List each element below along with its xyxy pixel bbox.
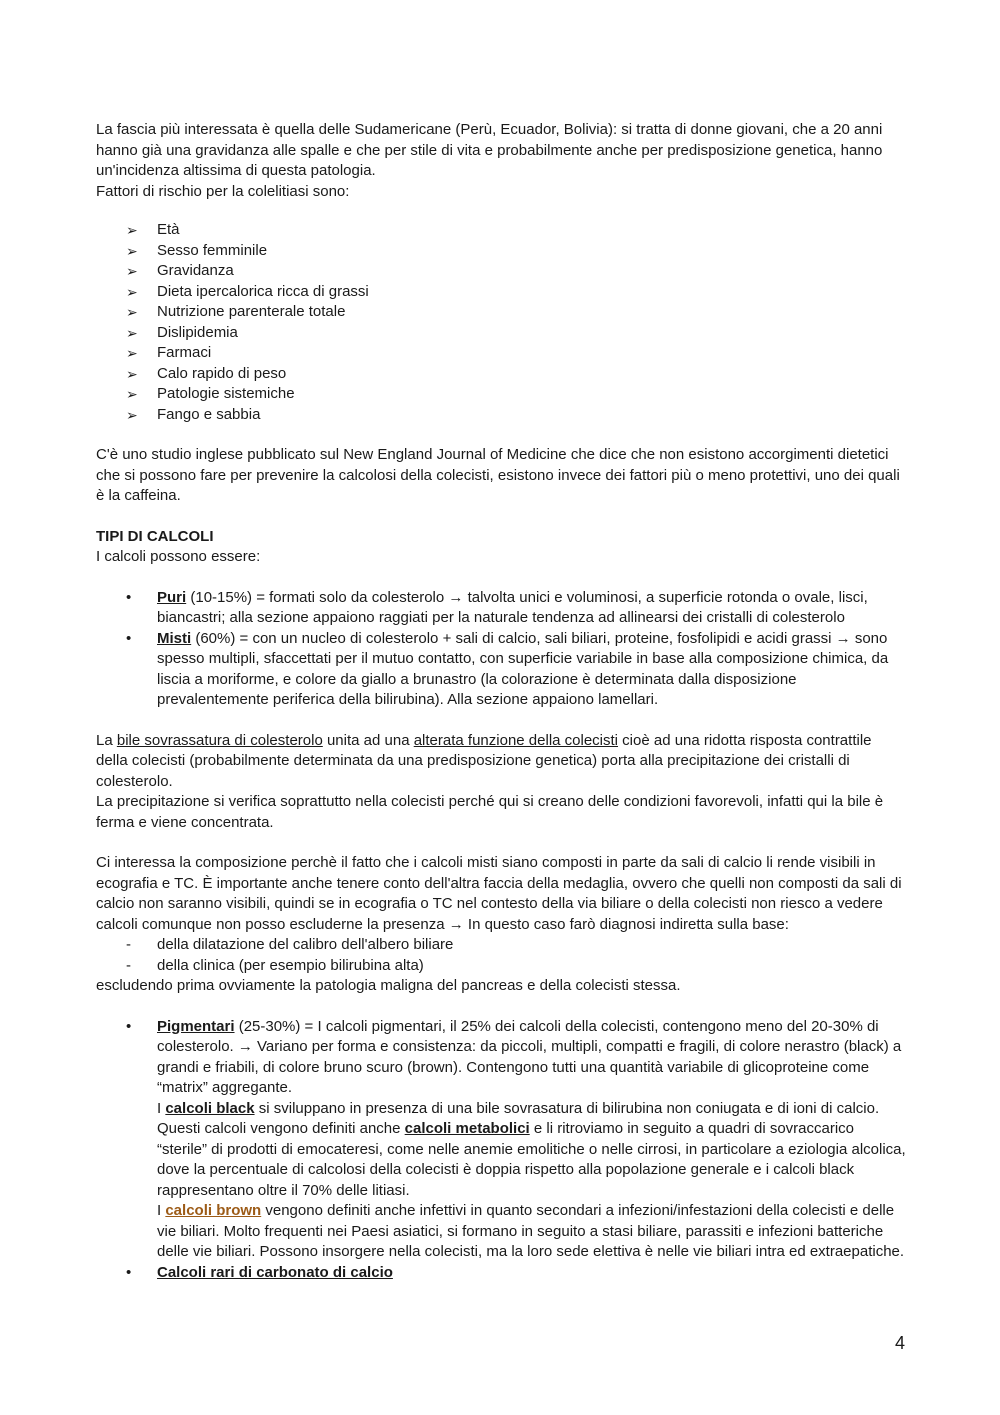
list-item: - della dilatazione del calibro dell'albero biliare <box>96 935 906 956</box>
diagnosis-list <box>96 935 906 976</box>
arrow-bullet-icon: ➢ <box>126 222 138 238</box>
list-item: ➢ Farmaci <box>96 343 906 364</box>
list-item-misti: • Misti (60%) = con un nucleo di colesterolo + sali di calcio, sali biliari, proteine, fosfolipidi e acidi grassi → sono spesso multipli, sfaccettati per il mutuo contatto, con superficie variabile in base alla composizione chimica, da liscia a moriforme, e colore da giallo a brunastro (la colorazione è determinata dalla disposizione prevalentemente periferica della bilirubina). Alla sezione appaiono lamellari. <box>126 629 889 708</box>
bile-paragraph: La bile sovrassatura di colesterolo unita ad una alterata funzione della colecisti cioè ad una ridotta risposta contrattile della colecisti (probabilmente determinata da una predisposizione genetica) porta alla precipitazione dei cristalli di colesterolo. <box>96 731 872 790</box>
arrow-bullet-icon: ➢ <box>126 283 138 300</box>
arrow-bullet-icon: ➢ <box>126 406 138 423</box>
section-heading: TIPI DI CALCOLI <box>96 527 214 545</box>
underlined-term: alterata funzione della colecisti <box>413 731 619 749</box>
arrow-icon: → <box>448 588 464 606</box>
list-item: ➢ Patologie sistemiche <box>96 384 906 405</box>
types-intro: I calcoli possono essere: <box>96 548 261 565</box>
composition-after: escludendo prima ovviamente la patologia maligna del pancreas e della colecisti stessa. <box>96 977 681 994</box>
term-puri: Puri <box>157 588 187 606</box>
list-item-rare <box>96 1263 906 1284</box>
arrow-icon: → <box>237 1038 253 1055</box>
bullet-icon: • <box>126 1017 132 1035</box>
arrow-bullet-icon: ➢ <box>126 345 138 361</box>
arrow-icon: → <box>448 915 464 933</box>
list-item: ➢ Dieta ipercalorica ricca di grassi <box>96 282 906 303</box>
list-item: ➢ Fango e sabbia <box>96 405 906 426</box>
list-item: ➢ Età <box>96 220 906 241</box>
arrow-bullet-icon: ➢ <box>126 304 138 320</box>
arrow-bullet-icon: ➢ <box>126 324 138 341</box>
underlined-term: bile sovrassatura di colesterolo <box>116 731 323 749</box>
page-number: 4 <box>894 1333 905 1353</box>
risk-factor-list <box>96 220 906 425</box>
bullet-icon: • <box>126 588 132 606</box>
dash-icon: - <box>126 956 131 974</box>
composition-paragraph: Ci interessa la composizione perchè il fatto che i calcoli misti siano composti in parte da sali di calcio li rende visibili in ecografia e TC. È importante anche tenere conto dell'altra faccia della medaglia, ovvero che quelli non composti da sali di calcio non saranno visibili, quindi se in ecografia o TC nel contesto della via biliare o della colecisti non riesco a vedere calcoli comunque non posso escluderne la presenza → In questo caso farò diagnosi indiretta sulla base: <box>96 854 902 933</box>
stone-types-list <box>96 588 906 711</box>
arrow-bullet-icon: ➢ <box>126 365 138 382</box>
list-item: ➢ Dislipidemia <box>96 323 906 344</box>
intro-paragraph: La fascia più interessata è quella delle Sudamericane (Perù, Ecuador, Bolivia): si tratta di donne giovani, che a 20 anni hanno già una gravidanza alle spalle e che per stile di vita e probabilmente anche per predisposizione genetica, hanno un'incidenza altissima di questa patologia. <box>96 121 883 179</box>
document-body <box>96 120 906 1283</box>
list-item-puri: • Puri (10-15%) = formati solo da colesterolo → talvolta unici e voluminosi, a superficie rotonda o ovale, lisci, biancastri; alla sezione appaiono raggiati per la naturale tendenza ad allinearsi dei cristalli di colesterolo <box>126 588 868 626</box>
arrow-bullet-icon: ➢ <box>126 263 138 279</box>
list-item: ➢ Calo rapido di peso <box>96 364 906 385</box>
term-pigmentari: Pigmentari <box>157 1017 235 1035</box>
arrow-bullet-icon: ➢ <box>126 386 138 402</box>
arrow-bullet-icon: ➢ <box>126 242 138 259</box>
term-calcoli-black: calcoli black <box>165 1099 255 1117</box>
list-item: ➢ Sesso femminile <box>96 241 906 262</box>
bullet-icon: • <box>126 1263 132 1281</box>
term-misti: Misti <box>157 629 192 647</box>
stone-types-list-2 <box>96 1017 906 1284</box>
brown-paragraph: I calcoli brown vengono definiti anche infettivi in quanto secondari a infezioni/infestazioni della colecisti e delle vie biliari. Molto frequenti nei Paesi asiatici, si formano in seguito a stasi biliare, parassiti e infezioni batteriche delle vie biliari. Possono insorgere nella colecisti, ma la loro sede elettiva è nelle vie biliari intra ed extraepatiche. <box>157 1202 905 1260</box>
list-item: - della clinica (per esempio bilirubina alta) <box>96 956 906 977</box>
black-paragraph: I calcoli black si sviluppano in presenza di una bile sovrasatura di bilirubina non coniugata e di ioni di calcio. Questi calcoli vengono definiti anche calcoli metabolici e li ritroviamo in seguito a quadri di sovraccarico “sterile” di prodotti di emocateresi, come nelle anemie emolitiche o nelle cirrosi, in particolare a eziologia alcolica, dove la percentuale di calcolosi della colecisti è doppia rispetto alla popolazione generale e i calcoli black rappresentano oltre il 70% delle litiasi. <box>157 1099 906 1199</box>
dash-icon: - <box>126 936 131 953</box>
list-item: ➢ Gravidanza <box>96 261 906 282</box>
term-calcoli-brown: calcoli brown <box>165 1202 262 1219</box>
study-paragraph: C'è uno studio inglese pubblicato sul New England Journal of Medicine che dice che non esistono accorgimenti dietetici che si possono fare per prevenire la calcolosi della colecisti, esistono invece dei fattori più o meno protettivi, uno dei quali è la caffeina. <box>96 446 900 504</box>
term-calcoli-rari: Calcoli rari di carbonato di calcio <box>157 1263 393 1281</box>
list-item-pigmentari: • Pigmentari (25-30%) = I calcoli pigmentari, il 25% dei calcoli della colecisti, contengono meno del 20-30% di colesterolo. → Variano per forma e consistenza: da piccoli, multipli, compatti e fragili, di colore nerastro (black) a grandi e friabili, di colore bruno scuro (brown). Contengono tutti una quantità variabile di glicoproteine come “matrix” aggregante. I calcoli black si sviluppano in presenza di una bile sovrasatura di bilirubina non coniugata e di ioni di calcio. Questi calcoli vengono definiti anche calcoli metabolici e li ritroviamo in seguito a quadri di sovraccarico “sterile” di prodotti di emocateresi, come nelle anemie emolitiche o nelle cirrosi, in particolare a eziologia alcolica, dove la percentuale di calcolosi della colecisti è doppia rispetto alla popolazione generale e i calcoli black rappresentano oltre il 70% delle litiasi. I calcoli brown vengono definiti anche infettivi in quanto secondari a infezioni/infestazioni della colecisti e delle vie biliari. Molto frequenti nei Paesi asiatici, si formano in seguito a stasi biliare, parassiti e infezioni batteriche delle vie biliari. Possono insorgere nella colecisti, ma la loro sede elettiva è nelle vie biliari intra ed extraepatiche. <box>96 1017 906 1263</box>
risk-intro: Fattori di rischio per la colelitiasi sono: <box>96 182 350 200</box>
bullet-icon: • <box>126 629 132 647</box>
term-calcoli-metabolici: calcoli metabolici <box>404 1120 530 1137</box>
arrow-icon: → <box>835 629 851 647</box>
precipitation-paragraph: La precipitazione si verifica soprattutto nella colecisti perché qui si creano delle condizioni favorevoli, infatti qui la bile è ferma e viene concentrata. <box>96 793 884 831</box>
list-item: ➢ Nutrizione parenterale totale <box>96 302 906 323</box>
